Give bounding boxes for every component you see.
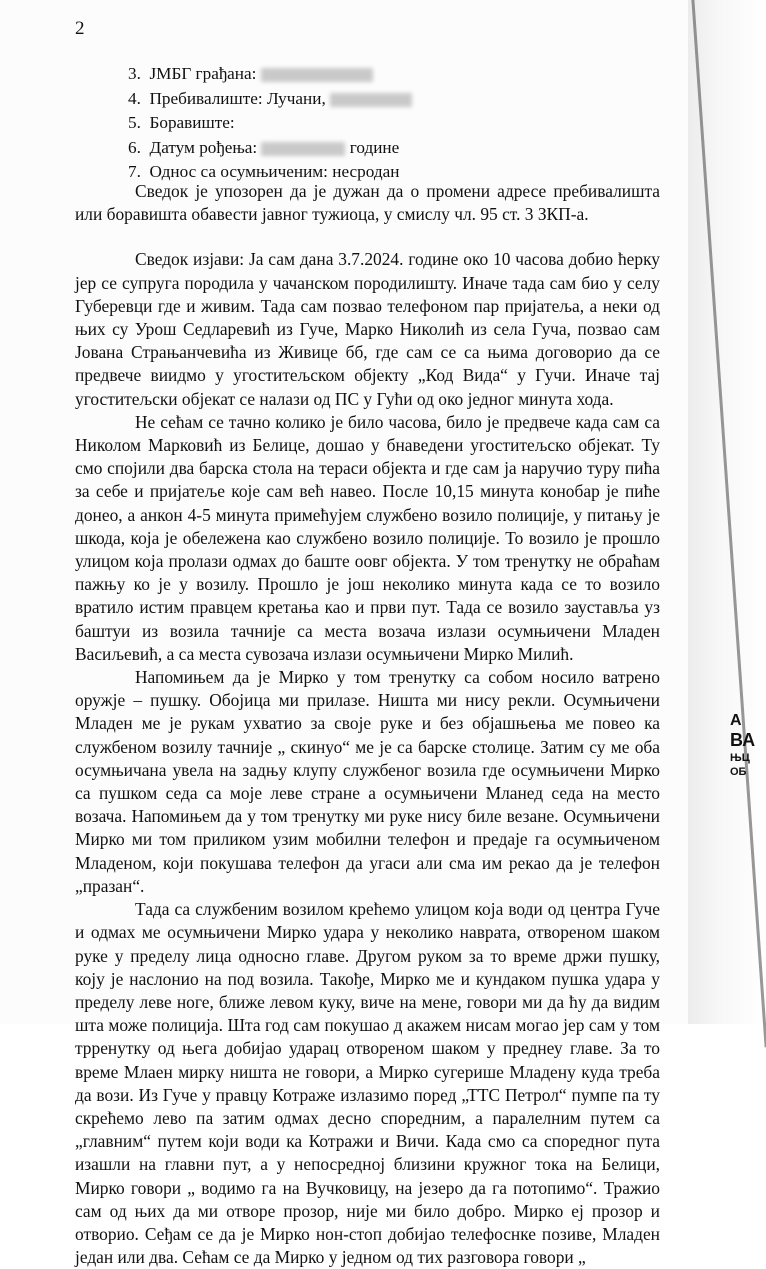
margin-fragment: ОБ — [730, 766, 747, 778]
list-item: 4. Пребивалиште: Лучани, — [128, 87, 412, 112]
redacted-jmbg — [261, 68, 373, 82]
margin-fragment: А — [730, 712, 742, 729]
statement-paragraph: Не сећам се тачно колико је било часова, било је предвече када сам са Николом Марковић из Белице, дошао у бнаведени угоститељско објекат. Ту смо спојили два барска стола на тераси објекта и где сам ја наручио туру пића за себе и пријатеље које сам већ навео. После 10,15 минута конобар је пиће донео, а анкон 4-5 минута примећујем службено возило полиције, у питању је шкода, која је обележена као службено возило полиције. То возило је прошло улицом која пролази одмах до баште оовг објекта. У том тренутку не обраћам пажњу ко је у возилу. Прошло је још неколико минута када се то возило вратило истим правцем кретања као и први пут. Тада се возило зауставља уз баштуи из возила тачније са места возача излази осумњичени Младен Васиљевић, а са места сувозача излази осумњичени Мирко Милић. — [75, 411, 660, 664]
statement-paragraph: Напомињем да је Мирко у том тренутку са собом носило ватрено оружје – пушку. Обојица ми прилазе. Ништа ми нису рекли. Осумњичени Младен ме је рукам ухватио за своје руке и без објашњења ме повео ка службеном возилу тачније „ скинуо“ ме је са барске столице. Затим су ме оба осумњичана увела на задњу клупу службеног возила где осумњичени Мирко са пушком седа са моје леве стране а осумњичени Мланед седа на место возача. Напомињем да у том тренутку ми руке нису биле везане. Осумњичени Мирко ми том приликом узим мобилни телефон и предаје га осумњиченом Младеном, који покушава телефон да угаси али сма им рекао да је телефон „празан“. — [75, 667, 660, 896]
statement-paragraph: Тада са службеним возилом крећемо улицом која води од центра Гуче и одмах ме осумњичени Мирко удара у неколико наврата, отвореном шаком руке у пределу лица односно главе. Другом руком за то време држи пушку, коју је наслонио на под возила. Такође, Мирко ме и кундаком пушка удара у пределу леве ноге, ближе левом куку, виче на мене, говори ми да ћу да видим шта може полиција. Шта год сам покушао д акажем нисам могао јер сам у том трренутку од њега добијао ударац отвореном шаком у преднеу главе. За то време Млаен мирку ништа не говори, а Мирко сугерише Младену куда треба да вози. Из Гуче у правцу Котраже излазимо поред „ТТС Петрол“ пумпе па ту скрећемо лево па затим одмах десно споредним, а паралелним путем са „главним“ путем који води ка Котражи и Вичи. Када смо са споредног пута изашли на главни пут, а у непосредној близини кружног тока на Белици, Мирко говори „ водимо га на Вучковицу, на језеро да га потопимо“. Тражио сам од њих да ми отворе прозор, није ми било добро. Мирко еј прозор и отворио. Сеђам се да је Мирко нон-стоп добијао телефоснке позиве, Младен један или два. Сећам се да Мирко у једном од тих разговора говори „ — [75, 899, 660, 1268]
witness-data-list — [128, 62, 412, 185]
list-item: 5. Боравиште: — [128, 113, 235, 132]
list-item: 6. Датум рођења: године — [128, 137, 400, 157]
list-item: 3. ЈМБГ грађана: — [128, 62, 412, 87]
page-number: 2 — [75, 18, 85, 39]
list-item: 7. Однос са осумњиченим: несродан — [128, 162, 400, 181]
warning-paragraph: Сведок је упозорен да је дужан да о промени адресе пребивалишта или боравишта обавести јавног тужиоца, у смислу чл. 95 ст. 3 ЗКП-а. — [75, 181, 660, 225]
margin-fragment: ЊЦ — [730, 752, 750, 764]
redacted-address — [330, 93, 412, 107]
statement-paragraph: Сведок изјави: Ја сам дана 3.7.2024. године око 10 часова добио ћерку јер се супруга породила у чачанском породилишту. Иначе тада сам био у селу Губеревци где и живим. Тада сам позвао телефоном пар пријатеља, а неки од њих су Урош Седларевић из Гуче, Марко Николић из села Гуча, позвао сам Јована Страњанчевића из Живице бб, где сам се са њима договорио да се предвече виидмо у угоститељском објекту „Код Вида“ у Гучи. Иначе тај угоститељски објекат се налази од ПС у Гући од око једног минута хода. — [75, 249, 660, 409]
redacted-birthdate — [261, 142, 345, 156]
margin-fragment: ВА — [730, 730, 756, 750]
statement-body — [75, 180, 660, 1269]
